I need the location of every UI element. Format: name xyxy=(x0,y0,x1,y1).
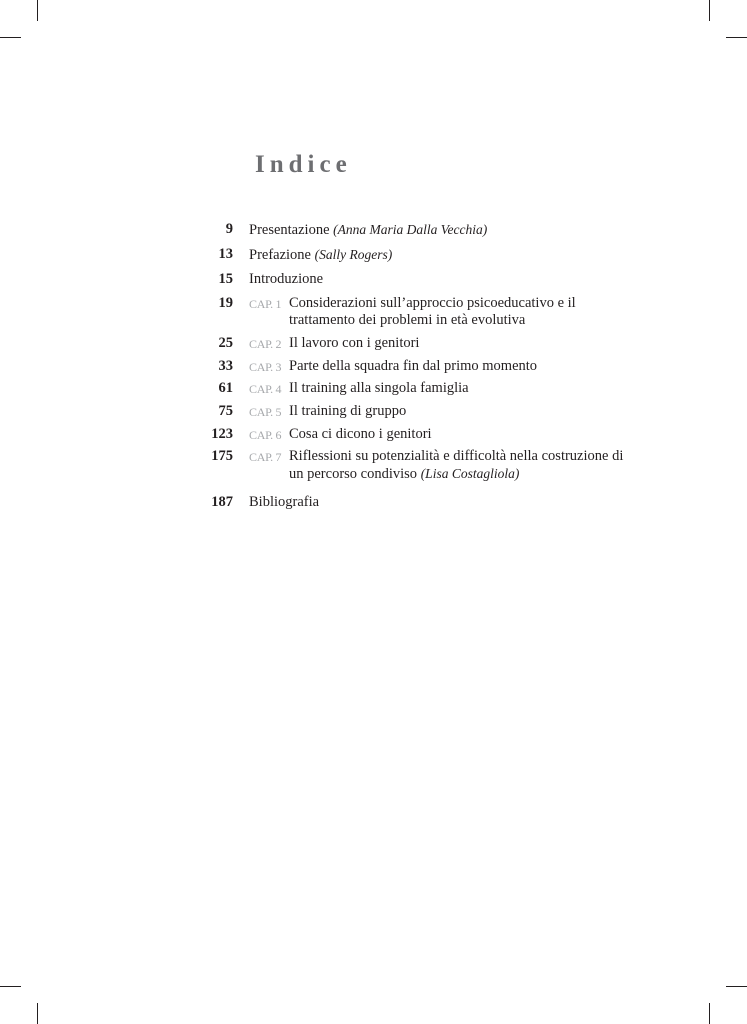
page-number: 15 xyxy=(218,271,233,287)
crop-mark-bottom-right-h xyxy=(726,986,747,987)
entry-title: Riflessioni su potenzialità e difficoltà nella costruzione di un percorso condiviso (Lisa Costagliola) xyxy=(289,448,624,482)
crop-mark-bottom-left xyxy=(37,1003,38,1024)
chapter-label: CAP. 5 xyxy=(249,405,282,419)
entry-title: Prefazione (Sally Rogers) xyxy=(249,247,393,263)
page-title: Indice xyxy=(255,151,352,178)
entry-title: Presentazione (Anna Maria Dalla Vecchia) xyxy=(249,222,488,238)
crop-mark-bottom-right xyxy=(709,1003,710,1024)
crop-mark-top-left-h xyxy=(0,37,21,38)
entry-title: Il training di gruppo xyxy=(289,403,407,419)
entry-title: Parte della squadra fin dal primo momento xyxy=(289,358,538,374)
entry-author: (Sally Rogers) xyxy=(314,247,393,262)
entry-title: Bibliografia xyxy=(249,494,320,510)
entry-author: (Lisa Costagliola) xyxy=(420,466,520,481)
entry-title: Introduzione xyxy=(249,271,324,287)
page-number: 61 xyxy=(218,380,233,396)
crop-mark-bottom-left-h xyxy=(0,986,21,987)
chapter-label: CAP. 2 xyxy=(249,337,282,351)
page-number: 123 xyxy=(211,426,233,442)
chapter-label: CAP. 3 xyxy=(249,360,282,374)
chapter-label: CAP. 4 xyxy=(249,382,282,396)
page-number: 187 xyxy=(211,494,233,510)
page-number: 33 xyxy=(218,358,233,374)
page-number: 25 xyxy=(218,335,233,351)
crop-mark-top-right-h xyxy=(726,37,747,38)
chapter-label: CAP. 7 xyxy=(249,450,282,464)
chapter-label: CAP. 6 xyxy=(249,428,282,442)
entry-title: Cosa ci dicono i genitori xyxy=(289,426,432,442)
page-number: 13 xyxy=(218,246,233,262)
entry-title: Il training alla singola famiglia xyxy=(289,380,469,396)
entry-author: (Anna Maria Dalla Vecchia) xyxy=(333,222,488,237)
crop-mark-top-left xyxy=(37,0,38,21)
page-number: 175 xyxy=(211,448,233,464)
entry-title: Il lavoro con i genitori xyxy=(289,335,420,351)
crop-mark-top-right xyxy=(709,0,710,21)
entry-title: Considerazioni sull’approccio psicoeducativo e il trattamento dei problemi in età evolutiva xyxy=(289,295,576,328)
page-number: 9 xyxy=(225,221,233,237)
page-number: 19 xyxy=(218,295,233,311)
chapter-label: CAP. 1 xyxy=(249,297,282,311)
page-number: 75 xyxy=(218,403,233,419)
